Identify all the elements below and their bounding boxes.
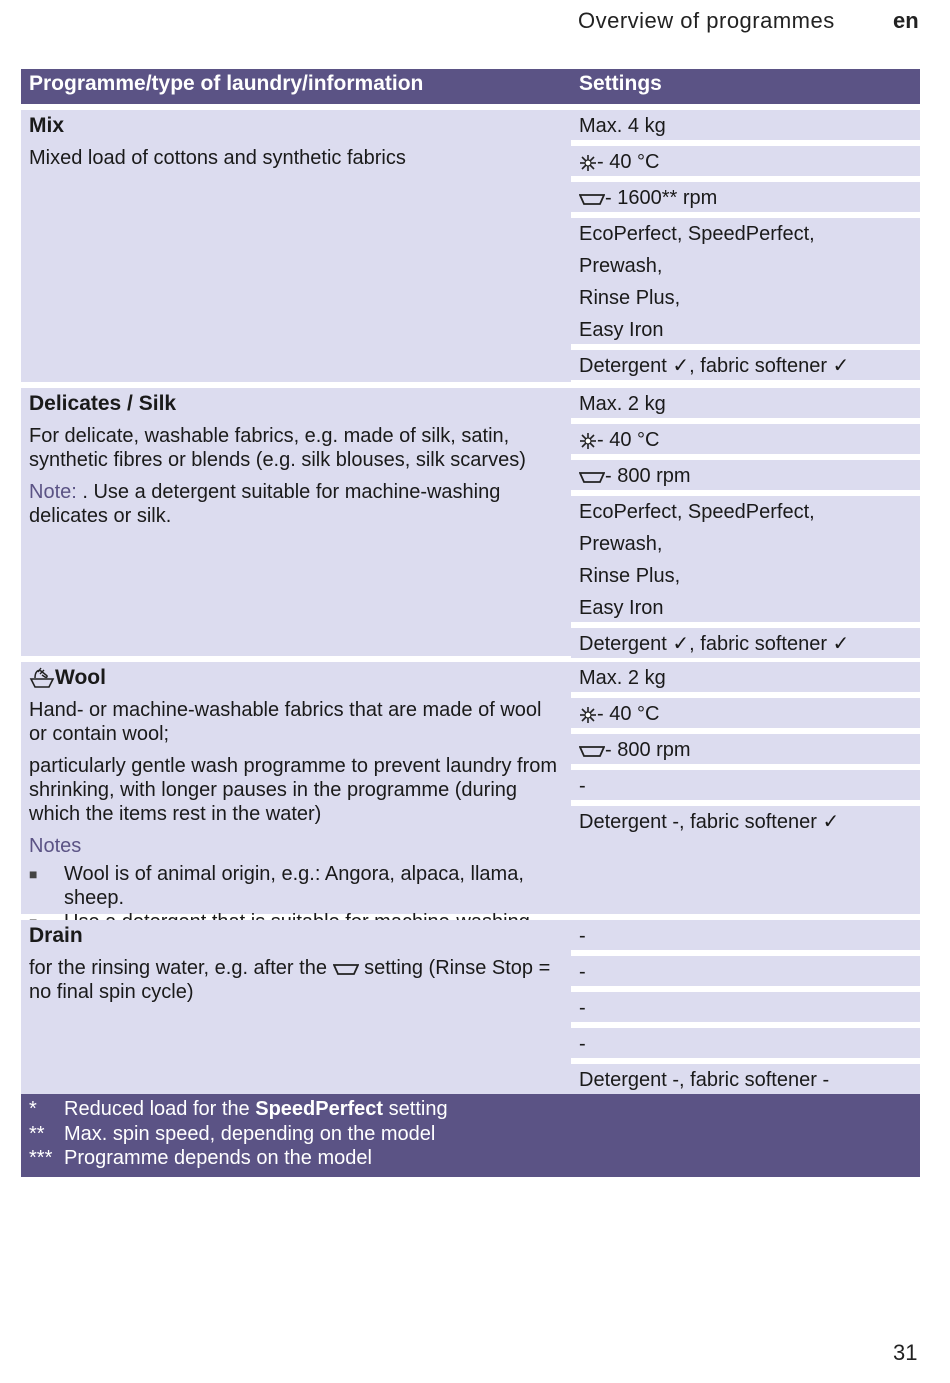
- option-line: Rinse Plus,: [579, 565, 681, 587]
- programme-name: Drain: [29, 924, 83, 947]
- spin-tub-icon: [579, 739, 605, 761]
- page-header-title: Overview of programmes: [578, 8, 835, 33]
- spin-value: - 1600** rpm: [605, 187, 718, 209]
- programme-mix: [21, 110, 920, 382]
- programme-settings: [571, 662, 920, 914]
- option-line: Easy Iron: [579, 597, 664, 619]
- footnote-mark: ***: [29, 1147, 53, 1169]
- footnote-mark: *: [29, 1098, 37, 1120]
- temperature-value: - 40 °C: [597, 429, 660, 451]
- col-header-settings: Settings: [579, 72, 662, 95]
- programme-info: [21, 388, 571, 656]
- programme-settings: [571, 388, 920, 656]
- setting-temperature: [571, 424, 920, 454]
- setting-options: [571, 496, 920, 622]
- setting-detergent: Detergent ✓, fabric softener ✓: [571, 628, 920, 658]
- col-header-programme: Programme/type of laundry/information: [29, 72, 424, 95]
- programme-name: Delicates / Silk: [29, 392, 177, 415]
- table-header: [21, 69, 920, 104]
- spin-value: - 800 rpm: [605, 465, 691, 487]
- programme-settings: [571, 110, 920, 382]
- setting-options: -: [571, 1028, 920, 1058]
- footnote-text-part: setting: [383, 1098, 448, 1120]
- setting-load: Max. 4 kg: [571, 110, 920, 140]
- programmes-table: [21, 69, 920, 1177]
- programme-description: particularly gentle wash programme to prevent laundry from shrinking, with longer pauses in the programme (during which the items rest in the water): [29, 755, 558, 825]
- footnote-text: [64, 1097, 448, 1122]
- temperature-value: - 40 °C: [597, 151, 660, 173]
- footnote: [29, 1122, 912, 1147]
- option-line: Easy Iron: [579, 319, 664, 341]
- setting-detergent: Detergent -, fabric softener -: [571, 1064, 920, 1094]
- footnote-bold: SpeedPerfect: [255, 1098, 384, 1120]
- programme-description: Mixed load of cottons and synthetic fabrics: [29, 147, 406, 169]
- footnote-text-part: Reduced load for the: [64, 1098, 256, 1120]
- setting-options: -: [571, 770, 920, 800]
- description-part: setting (Rinse Stop = no final spin cycle): [29, 957, 551, 1003]
- table-footnotes: [21, 1094, 920, 1177]
- list-item: ■ Wool is of animal origin, e.g.: Angora, alpaca, llama, sheep.: [29, 862, 563, 910]
- temperature-value: - 40 °C: [597, 703, 660, 725]
- programme-description: Hand- or machine-washable fabrics that are made of wool or contain wool;: [29, 699, 542, 745]
- setting-temperature: [571, 146, 920, 176]
- setting-load: Max. 2 kg: [571, 662, 920, 692]
- handwash-icon: [29, 666, 55, 689]
- description-part: for the rinsing water, e.g. after the: [29, 957, 327, 979]
- programme-delicates-silk: [21, 388, 920, 656]
- setting-load: -: [571, 920, 920, 950]
- spin-value: - 800 rpm: [605, 739, 691, 761]
- programme-info: [21, 110, 571, 382]
- setting-load: Max. 2 kg: [571, 388, 920, 418]
- footnote: [29, 1146, 912, 1171]
- programme-wool: [21, 662, 920, 914]
- language-code: en: [893, 8, 919, 33]
- programme-info: [21, 920, 571, 1094]
- setting-spin: [571, 734, 920, 764]
- footnote-mark: **: [29, 1122, 45, 1145]
- setting-spin: [571, 182, 920, 212]
- note-label: Note:: [29, 481, 83, 503]
- option-line: EcoPerfect, SpeedPerfect,: [579, 223, 815, 245]
- programme-info: [21, 662, 571, 914]
- programme-description: For delicate, washable fabrics, e.g. made of silk, satin, synthetic fibres or blends (e.g. silk blouses, silk scarves): [29, 425, 526, 471]
- setting-spin: [571, 460, 920, 490]
- snowflake-icon: [579, 429, 597, 451]
- setting-temperature: -: [571, 956, 920, 986]
- snowflake-icon: [579, 151, 597, 173]
- spin-tub-icon: [333, 957, 359, 979]
- spin-tub-icon: [579, 187, 605, 209]
- option-line: Prewash,: [579, 533, 663, 555]
- programme-settings: [571, 920, 920, 1094]
- footnote: [29, 1097, 912, 1122]
- option-line: Prewash,: [579, 255, 663, 277]
- setting-temperature: [571, 698, 920, 728]
- snowflake-icon: [579, 703, 597, 725]
- setting-spin: -: [571, 992, 920, 1022]
- footnote-text: Programme depends on the model: [64, 1147, 372, 1169]
- note-text: . Use a detergent suitable for machine-washing delicates or silk.: [29, 481, 501, 527]
- programme-drain: [21, 920, 920, 1094]
- page-number: 31: [893, 1340, 918, 1365]
- footnote-text: Max. spin speed, depending on the model: [64, 1122, 436, 1145]
- programme-name: Mix: [29, 114, 65, 137]
- setting-detergent: Detergent -, fabric softener ✓: [571, 806, 920, 914]
- programme-description: [29, 956, 563, 1004]
- spin-tub-icon: [579, 465, 605, 487]
- programme-name: [29, 666, 563, 690]
- setting-detergent: Detergent ✓, fabric softener ✓: [571, 350, 920, 380]
- programme-name-text: Wool: [55, 666, 106, 689]
- programme-note: [29, 480, 563, 528]
- notes-label: Notes: [29, 835, 82, 857]
- option-line: Rinse Plus,: [579, 287, 681, 309]
- option-line: EcoPerfect, SpeedPerfect,: [579, 501, 815, 523]
- setting-options: [571, 218, 920, 344]
